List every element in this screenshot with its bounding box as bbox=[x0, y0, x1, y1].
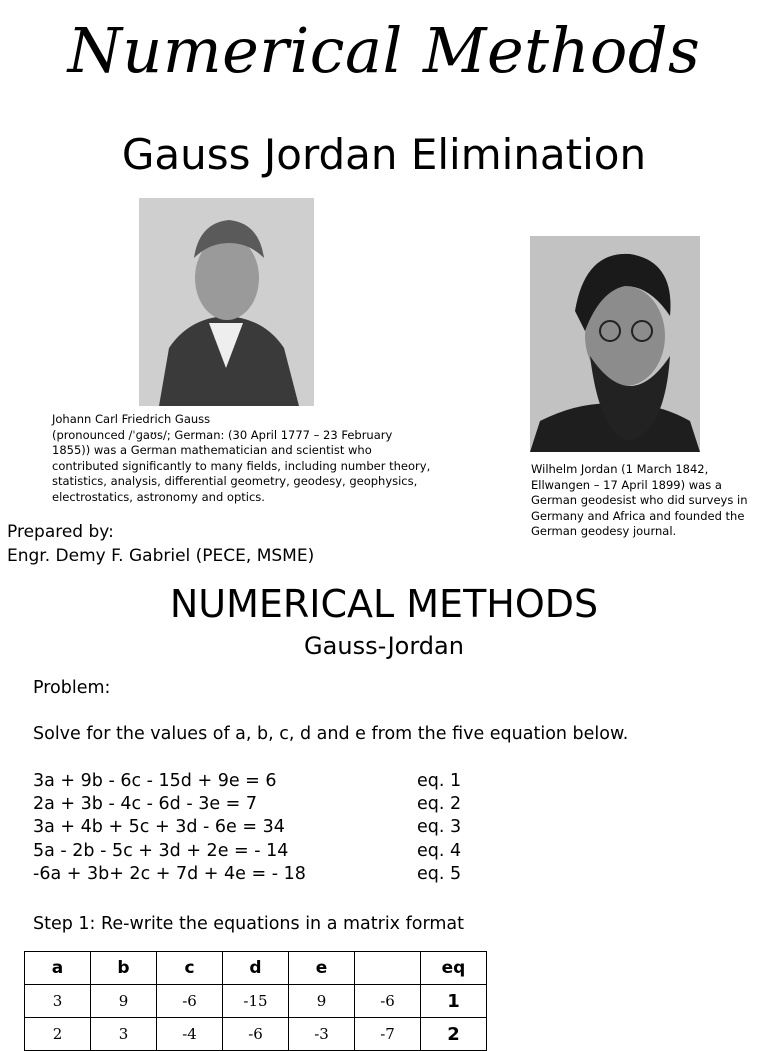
equation-row bbox=[33, 770, 493, 793]
problem-instruction: Solve for the values of a, b, c, d and e from the five equation below. bbox=[33, 724, 629, 744]
table-cell: 2 bbox=[421, 1018, 487, 1051]
table-row bbox=[25, 1018, 487, 1051]
table-cell: -6 bbox=[157, 985, 223, 1018]
caption-line: Ellwangen – 17 April 1899) was a bbox=[531, 477, 722, 492]
caption-line: contributed significantly to many fields, including number theory, bbox=[52, 458, 431, 473]
equation-label: eq. 4 bbox=[417, 840, 462, 861]
equation-text: 3a + 4b + 5c + 3d - 6e = 34 bbox=[33, 817, 285, 838]
section-subtitle: Gauss-Jordan bbox=[304, 632, 464, 660]
column-header: e bbox=[289, 952, 355, 985]
prepared-label: Prepared by: bbox=[7, 522, 114, 542]
coefficient-matrix-table bbox=[24, 951, 487, 1051]
equation-text: 5a - 2b - 5c + 3d + 2e = - 14 bbox=[33, 840, 289, 861]
problem-label: Problem: bbox=[33, 678, 111, 698]
table-cell: -6 bbox=[355, 985, 421, 1018]
table-cell: -7 bbox=[355, 1018, 421, 1051]
equation-row bbox=[33, 840, 493, 863]
document-subtitle: Gauss Jordan Elimination bbox=[121, 130, 647, 179]
caption-line: Wilhelm Jordan (1 March 1842, bbox=[531, 462, 709, 476]
equation-label: eq. 5 bbox=[417, 863, 462, 884]
equation-text: -6a + 3b+ 2c + 7d + 4e = - 18 bbox=[33, 863, 306, 884]
table-cell: 3 bbox=[91, 1018, 157, 1051]
table-header-row bbox=[25, 952, 487, 985]
table-row bbox=[25, 985, 487, 1018]
table-cell: 1 bbox=[421, 985, 487, 1018]
column-header: b bbox=[91, 952, 157, 985]
table-cell: -15 bbox=[223, 985, 289, 1018]
jordan-caption bbox=[531, 462, 751, 540]
equation-label: eq. 1 bbox=[417, 771, 462, 791]
caption-line: German geodesy journal. bbox=[531, 524, 677, 538]
caption-line: German geodesist who did surveys in bbox=[531, 493, 748, 507]
equation-row bbox=[33, 816, 493, 839]
equation-row bbox=[33, 863, 493, 886]
gauss-caption bbox=[52, 412, 432, 505]
prepared-by-block bbox=[7, 520, 314, 568]
equation-text: 3a + 9b - 6c - 15d + 9e = 6 bbox=[33, 771, 277, 791]
equation-list bbox=[33, 770, 493, 886]
table-cell: 9 bbox=[289, 985, 355, 1018]
jordan-portrait-image bbox=[530, 236, 700, 452]
caption-line: (pronounced /ˈɡaʊs/; German: (30 April 1777 – 23 February bbox=[52, 427, 393, 442]
table-cell: -3 bbox=[289, 1018, 355, 1051]
step-1-text: Step 1: Re-write the equations in a matrix format bbox=[33, 914, 464, 934]
column-header: eq bbox=[421, 952, 487, 985]
equation-label: eq. 3 bbox=[417, 817, 462, 838]
table-cell: 2 bbox=[25, 1018, 91, 1051]
column-header bbox=[355, 952, 421, 985]
caption-line: 1855)) was a German mathematician and scientist who bbox=[52, 443, 372, 457]
column-header: d bbox=[223, 952, 289, 985]
document-title: Numerical Methods bbox=[67, 14, 701, 87]
section-title: NUMERICAL METHODS bbox=[169, 582, 599, 626]
table-cell: 3 bbox=[25, 985, 91, 1018]
caption-line: Johann Carl Friedrich Gauss bbox=[52, 412, 211, 426]
caption-line: statistics, analysis, differential geometry, geodesy, geophysics, bbox=[52, 474, 418, 488]
caption-line: electrostatics, astronomy and optics. bbox=[52, 489, 265, 504]
equation-row bbox=[33, 793, 493, 816]
author-name: Engr. Demy F. Gabriel (PECE, MSME) bbox=[7, 546, 315, 566]
gauss-portrait-image bbox=[139, 198, 314, 406]
table-cell: 9 bbox=[91, 985, 157, 1018]
equation-text: 2a + 3b - 4c - 6d - 3e = 7 bbox=[33, 794, 258, 815]
column-header: c bbox=[157, 952, 223, 985]
table-cell: -6 bbox=[223, 1018, 289, 1051]
table-cell: -4 bbox=[157, 1018, 223, 1051]
equation-label: eq. 2 bbox=[417, 794, 462, 815]
column-header: a bbox=[25, 952, 91, 985]
caption-line: Germany and Africa and founded the bbox=[531, 508, 745, 523]
